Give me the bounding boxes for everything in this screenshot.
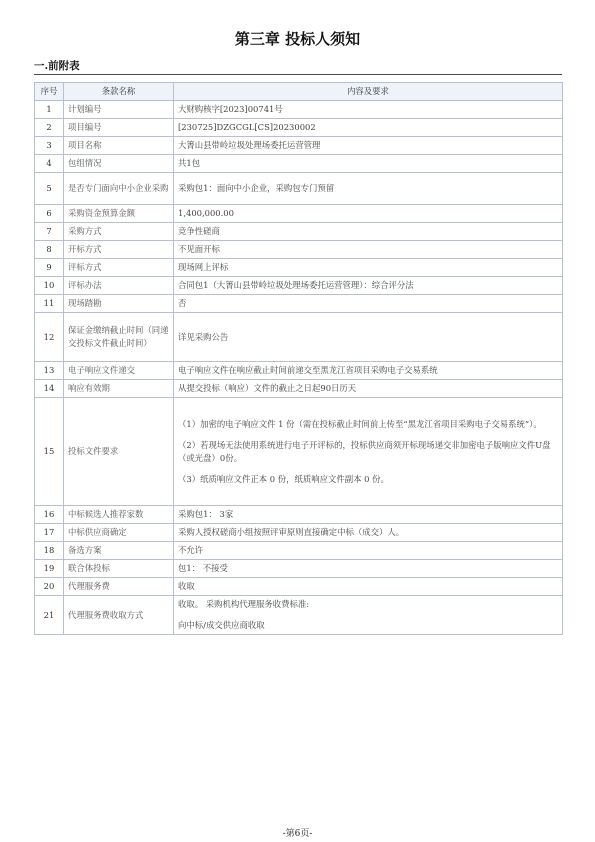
clause-content — [174, 398, 563, 506]
clause-name: 电子响应文件递交 — [64, 362, 174, 380]
table-row — [35, 398, 563, 506]
table-row — [35, 259, 563, 277]
row-number: 11 — [35, 295, 64, 313]
table-body — [35, 101, 563, 635]
clause-name: 计划编号 — [64, 101, 174, 119]
table-row — [35, 295, 563, 313]
row-number: 12 — [35, 313, 64, 362]
clause-content — [174, 101, 563, 119]
content-line: 采购人授权磋商小组按照评审原则直接确定中标（成交）人。 — [178, 527, 405, 538]
heading-divider — [34, 74, 562, 75]
clause-content — [174, 560, 563, 578]
table-row — [35, 241, 563, 259]
row-number: 7 — [35, 223, 64, 241]
clause-name: 保证金缴纳截止时间（同递交投标文件截止时间） — [64, 313, 174, 362]
table-row — [35, 506, 563, 524]
clause-content — [174, 223, 563, 241]
content-line: （1）加密的电子响应文件 1 份（需在投标截止时间前上传至“黑龙江省项目采购电子交易系统”）。 — [178, 418, 542, 429]
clause-content — [174, 205, 563, 223]
clause-name: 现场踏勘 — [64, 295, 174, 313]
clause-content — [174, 596, 563, 635]
row-number: 19 — [35, 560, 64, 578]
content-line: 详见采购公告 — [178, 331, 229, 342]
content-line: 不允许 — [178, 545, 204, 556]
page-number: -第6页- — [282, 829, 313, 839]
table-row — [35, 362, 563, 380]
header-content: 内容及要求 — [174, 83, 563, 101]
content-line: （2）若现场无法使用系统进行电子开评标的，投标供应商须开标现场递交非加密电子版响应文件U盘（或光盘）0份。 — [178, 439, 551, 463]
clause-name: 采购方式 — [64, 223, 174, 241]
header-item: 条款名称 — [64, 83, 174, 101]
content-line: 从提交投标（响应）文件的截止之日起90日历天 — [178, 383, 357, 394]
content-line: [230725]DZGCGL[CS]20230002 — [178, 122, 316, 133]
row-number: 13 — [35, 362, 64, 380]
clause-name: 代理服务费 — [64, 578, 174, 596]
content-line: 大箐山县带岭垃圾处理场委托运营管理 — [178, 140, 321, 151]
content-line: 采购包1：面向中小企业，采购包专门预留 — [178, 183, 335, 194]
clause-content — [174, 295, 563, 313]
clause-name: 中标供应商确定 — [64, 524, 174, 542]
row-number: 16 — [35, 506, 64, 524]
table-row — [35, 119, 563, 137]
clause-name: 是否专门面向中小企业采购 — [64, 173, 174, 205]
row-number: 1 — [35, 101, 64, 119]
table-row — [35, 101, 563, 119]
table-row — [35, 205, 563, 223]
table-row — [35, 313, 563, 362]
clause-name: 开标方式 — [64, 241, 174, 259]
clause-name: 中标候选人推荐家数 — [64, 506, 174, 524]
clause-content — [174, 155, 563, 173]
content-line: 收取 — [178, 581, 195, 592]
row-number: 17 — [35, 524, 64, 542]
header-seq: 序号 — [35, 83, 64, 101]
table-header-row — [35, 83, 563, 101]
table-row — [35, 578, 563, 596]
row-number: 14 — [35, 380, 64, 398]
clause-content — [174, 542, 563, 560]
clause-content — [174, 137, 563, 155]
clause-name: 联合体投标 — [64, 560, 174, 578]
clause-name: 投标文件要求 — [64, 398, 174, 506]
content-line: 否 — [178, 298, 187, 309]
clause-content — [174, 119, 563, 137]
table-row — [35, 560, 563, 578]
content-line: 不见面开标 — [178, 244, 220, 255]
clause-content — [174, 524, 563, 542]
clause-name: 采购资金预算金额 — [64, 205, 174, 223]
clause-name: 备选方案 — [64, 542, 174, 560]
clause-name: 响应有效期 — [64, 380, 174, 398]
row-number: 4 — [35, 155, 64, 173]
row-number: 10 — [35, 277, 64, 295]
table-row — [35, 155, 563, 173]
row-number: 6 — [35, 205, 64, 223]
table-row — [35, 542, 563, 560]
clause-name: 项目编号 — [64, 119, 174, 137]
clause-name: 评标方式 — [64, 259, 174, 277]
content-line: （3）纸质响应文件正本 0 份，纸质响应文件副本 0 份。 — [178, 473, 389, 484]
clause-content — [174, 173, 563, 205]
row-number: 21 — [35, 596, 64, 635]
content-line: 大财购核字[2023]00741号 — [178, 104, 283, 115]
content-line: 1,400,000.00 — [178, 208, 234, 219]
content-line: 竞争性磋商 — [178, 226, 220, 237]
row-number: 20 — [35, 578, 64, 596]
table-row — [35, 524, 563, 542]
bid-info-table — [34, 82, 563, 635]
content-line: 合同包1（大箐山县带岭垃圾处理场委托运营管理）：综合评分法 — [178, 280, 414, 291]
clause-content — [174, 259, 563, 277]
clause-content — [174, 380, 563, 398]
content-line: 共1包 — [178, 158, 201, 169]
content-line: 现场网上评标 — [178, 262, 229, 273]
table-row — [35, 223, 563, 241]
row-number: 3 — [35, 137, 64, 155]
clause-name: 评标办法 — [64, 277, 174, 295]
clause-content — [174, 313, 563, 362]
clause-name: 包组情况 — [64, 155, 174, 173]
content-line: 向中标/成交供应商收取 — [178, 620, 265, 631]
clause-name: 代理服务费收取方式 — [64, 596, 174, 635]
clause-content — [174, 241, 563, 259]
row-number: 2 — [35, 119, 64, 137]
row-number: 5 — [35, 173, 64, 205]
content-line: 包1： 不接受 — [178, 563, 228, 574]
page-title: 第三章 投标人须知 — [234, 30, 361, 48]
table-row — [35, 277, 563, 295]
section-heading: 一.前附表 — [34, 60, 80, 72]
table-row — [35, 380, 563, 398]
table-row — [35, 596, 563, 635]
table-row — [35, 137, 563, 155]
content-line: 收取。 采购机构代理服务收费标准: — [178, 599, 310, 610]
clause-content — [174, 506, 563, 524]
row-number: 15 — [35, 398, 64, 506]
clause-content — [174, 362, 563, 380]
row-number: 9 — [35, 259, 64, 277]
clause-content — [174, 277, 563, 295]
row-number: 8 — [35, 241, 64, 259]
row-number: 18 — [35, 542, 64, 560]
content-line: 电子响应文件在响应截止时间前递交至黑龙江省项目采购电子交易系统 — [178, 365, 438, 376]
clause-name: 项目名称 — [64, 137, 174, 155]
content-line: 采购包1： 3家 — [178, 509, 234, 520]
clause-content — [174, 578, 563, 596]
table-row — [35, 173, 563, 205]
